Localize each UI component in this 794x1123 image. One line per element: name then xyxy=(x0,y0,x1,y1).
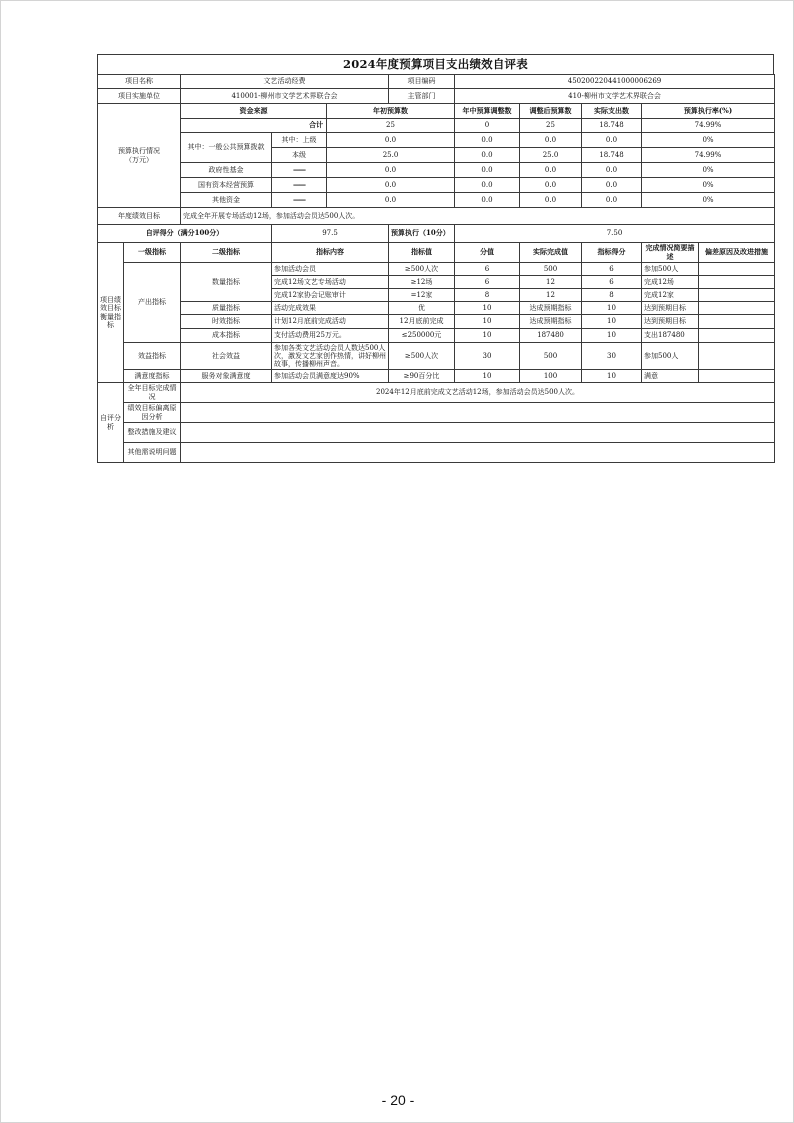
budget-cell: 0.0 xyxy=(327,163,455,178)
header-target: 指标值 xyxy=(389,243,455,263)
indicator-score: 10 xyxy=(455,315,520,329)
budget-cell: 0.0 xyxy=(520,163,582,178)
annual-goal-content: 完成全年开展专场活动12场，参加活动会员达500人次。 xyxy=(181,208,775,225)
indicator-content: 参加各类文艺活动会员人数达500人次，激发文艺家创作热情，讲好柳州故事，传播柳州声音。 xyxy=(272,343,389,370)
budget-cell: 0.0 xyxy=(520,178,582,193)
page-number: - 20 - xyxy=(381,1092,415,1108)
indicator-result: 10 xyxy=(582,329,642,343)
table-row xyxy=(98,329,775,343)
indicator-actual: 达成预期指标 xyxy=(520,315,582,329)
self-eval-item-label: 全年目标完成情况 xyxy=(124,383,181,403)
budget-upper-label: 其中：上级 xyxy=(272,133,327,148)
budget-other-row xyxy=(98,193,775,208)
annual-goal-label: 年度绩效目标 xyxy=(98,208,181,225)
project-name-row xyxy=(98,75,775,89)
indicator-description: 达到预期目标 xyxy=(642,315,699,329)
budget-gov-fund-row xyxy=(98,163,775,178)
header-content: 指标内容 xyxy=(272,243,389,263)
indicator-score: 6 xyxy=(455,276,520,289)
indicator-deviation xyxy=(699,302,775,315)
indicator-target: =12家 xyxy=(389,289,455,302)
indicator-description: 满意 xyxy=(642,370,699,383)
header-level1: 一级指标 xyxy=(124,243,181,263)
indicator-description: 达到预期目标 xyxy=(642,302,699,315)
self-eval-item-label: 整改措施及建议 xyxy=(124,423,181,443)
budget-dash-mark: —— xyxy=(272,193,327,208)
indicator-result: 10 xyxy=(582,315,642,329)
budget-cell: 0.0 xyxy=(582,133,642,148)
budget-cell: 0.0 xyxy=(327,193,455,208)
score-row xyxy=(98,225,775,243)
self-eval-item-content xyxy=(181,423,775,443)
self-eval-table xyxy=(97,382,775,463)
project-unit-label: 项目实施单位 xyxy=(98,89,181,104)
annual-goal-table xyxy=(97,207,775,225)
indicator-content: 完成12场文艺专场活动 xyxy=(272,276,389,289)
budget-cell: 0 xyxy=(455,119,520,133)
indicator-actual: 187480 xyxy=(520,329,582,343)
table-row xyxy=(98,343,775,370)
budget-cell: 18.748 xyxy=(582,148,642,163)
budget-total-label: 合计 xyxy=(181,119,327,133)
project-unit-value: 410001-柳州市文学艺术界联合会 xyxy=(181,89,389,104)
budget-header-initial: 年初预算数 xyxy=(327,104,455,119)
budget-exec-score-value: 7.50 xyxy=(455,225,775,243)
indicator-description: 支出187480 xyxy=(642,329,699,343)
budget-section-label xyxy=(98,104,181,208)
indicator-target: 12月底前完成 xyxy=(389,315,455,329)
indicator-result: 8 xyxy=(582,289,642,302)
budget-cell: 0.0 xyxy=(455,163,520,178)
budget-cell: 0.0 xyxy=(582,193,642,208)
budget-label-line2: （万元） xyxy=(125,155,153,164)
indicator-actual: 500 xyxy=(520,343,582,370)
indicator-result: 30 xyxy=(582,343,642,370)
budget-cell: 0% xyxy=(642,193,775,208)
project-code-value: 450200220441000006269 xyxy=(455,75,775,89)
header-actual: 实际完成值 xyxy=(520,243,582,263)
table-row xyxy=(98,315,775,329)
project-dept-value: 410-柳州市文学艺术界联合会 xyxy=(455,89,775,104)
indicator-deviation xyxy=(699,370,775,383)
document-title: 2024年度预算项目支出绩效自评表 xyxy=(98,55,774,75)
project-code-label: 项目编码 xyxy=(389,75,455,89)
indicator-score: 10 xyxy=(455,302,520,315)
indicator-content: 完成12家协会记账审计 xyxy=(272,289,389,302)
table-row xyxy=(98,263,775,276)
project-name-label: 项目名称 xyxy=(98,75,181,89)
indicator-description: 完成12场 xyxy=(642,276,699,289)
self-eval-item-label: 其他需说明问题 xyxy=(124,443,181,463)
indicator-target: 优 xyxy=(389,302,455,315)
indicator-score: 8 xyxy=(455,289,520,302)
budget-cell: 0.0 xyxy=(520,193,582,208)
budget-cell: 0.0 xyxy=(455,178,520,193)
table-row xyxy=(98,302,775,315)
budget-cell: 0.0 xyxy=(520,133,582,148)
self-eval-item-label: 绩效目标偏离原因分析 xyxy=(124,403,181,423)
indicator-description: 参加500人 xyxy=(642,343,699,370)
indicator-deviation xyxy=(699,329,775,343)
level1-output: 产出指标 xyxy=(124,263,181,343)
budget-header-actual: 实际支出数 xyxy=(582,104,642,119)
title-table xyxy=(97,54,774,75)
level2-timeliness: 时效指标 xyxy=(181,315,272,329)
budget-cell: 0% xyxy=(642,163,775,178)
indicator-target: ≥90百分比 xyxy=(389,370,455,383)
budget-cell: 0.0 xyxy=(582,178,642,193)
budget-state-capital-row xyxy=(98,178,775,193)
budget-cell: 0.0 xyxy=(455,133,520,148)
budget-cell: 0.0 xyxy=(327,178,455,193)
indicator-content: 活动完成效果 xyxy=(272,302,389,315)
level1-satisfaction: 满意度指标 xyxy=(124,370,181,383)
indicator-deviation xyxy=(699,315,775,329)
header-level2: 二级指标 xyxy=(181,243,272,263)
indicator-result: 10 xyxy=(582,370,642,383)
indicator-actual: 12 xyxy=(520,276,582,289)
indicator-target: ≥500人次 xyxy=(389,263,455,276)
budget-cell: 0.0 xyxy=(582,163,642,178)
budget-cell: 74.99% xyxy=(642,119,775,133)
indicator-score: 10 xyxy=(455,329,520,343)
indicator-score: 6 xyxy=(455,263,520,276)
budget-source-label: 国有资本经营预算 xyxy=(181,178,272,193)
indicators-table xyxy=(97,242,775,383)
table-row xyxy=(98,370,775,383)
indicator-actual: 达成预期指标 xyxy=(520,302,582,315)
indicator-deviation xyxy=(699,343,775,370)
budget-cell: 0.0 xyxy=(455,148,520,163)
header-result: 指标得分 xyxy=(582,243,642,263)
level2-quantity: 数量指标 xyxy=(181,263,272,302)
self-score-label: 自评得分（满分100分） xyxy=(98,225,272,243)
indicator-target: ≥12场 xyxy=(389,276,455,289)
self-score-value: 97.5 xyxy=(272,225,389,243)
level2-quality: 质量指标 xyxy=(181,302,272,315)
project-dept-label: 主管部门 xyxy=(389,89,455,104)
budget-cell: 18.748 xyxy=(582,119,642,133)
header-description: 完成情况简要描述 xyxy=(642,243,699,263)
indicators-header-row xyxy=(98,243,775,263)
self-eval-section-label: 自评分析 xyxy=(98,383,124,463)
indicator-result: 6 xyxy=(582,263,642,276)
indicator-actual: 500 xyxy=(520,263,582,276)
indicator-score: 30 xyxy=(455,343,520,370)
budget-header-adjustment: 年中预算调整数 xyxy=(455,104,520,119)
budget-cell: 0.0 xyxy=(327,133,455,148)
budget-header-source: 资金来源 xyxy=(181,104,327,119)
indicator-content: 参加活动会员 xyxy=(272,263,389,276)
budget-source-label: 其他资金 xyxy=(181,193,272,208)
indicator-target: ≤250000元 xyxy=(389,329,455,343)
budget-local-label: 本级 xyxy=(272,148,327,163)
self-eval-row xyxy=(98,423,775,443)
budget-cell: 25.0 xyxy=(520,148,582,163)
self-eval-row xyxy=(98,383,775,403)
budget-cell: 25 xyxy=(520,119,582,133)
project-name-value: 文艺活动经费 xyxy=(181,75,389,89)
project-info-table xyxy=(97,74,775,104)
header-deviation: 偏差原因及改进措施 xyxy=(699,243,775,263)
indicator-result: 10 xyxy=(582,302,642,315)
indicators-section-label: 项目绩效目标衡量指标 xyxy=(98,243,124,383)
indicator-description: 参加500人 xyxy=(642,263,699,276)
level2-service-satisfaction: 服务对象满意度 xyxy=(181,370,272,383)
budget-dash-mark: —— xyxy=(272,163,327,178)
indicator-content: 计划12月底前完成活动 xyxy=(272,315,389,329)
self-eval-item-content xyxy=(181,443,775,463)
budget-dash-mark: —— xyxy=(272,178,327,193)
budget-label-line1: 预算执行情况 xyxy=(118,147,160,156)
budget-upper-row xyxy=(98,133,775,148)
level1-benefit: 效益指标 xyxy=(124,343,181,370)
indicator-actual: 100 xyxy=(520,370,582,383)
indicator-result: 6 xyxy=(582,276,642,289)
score-table xyxy=(97,224,775,243)
budget-cell: 0% xyxy=(642,178,775,193)
budget-header-adjusted: 调整后预算数 xyxy=(520,104,582,119)
budget-cell: 74.99% xyxy=(642,148,775,163)
budget-total-row xyxy=(98,119,775,133)
header-score: 分值 xyxy=(455,243,520,263)
indicator-deviation xyxy=(699,276,775,289)
indicator-deviation xyxy=(699,289,775,302)
budget-cell: 25.0 xyxy=(327,148,455,163)
self-eval-row xyxy=(98,403,775,423)
budget-table xyxy=(97,103,775,208)
budget-source-label: 政府性基金 xyxy=(181,163,272,178)
indicator-content: 支付活动费用25万元。 xyxy=(272,329,389,343)
indicator-deviation xyxy=(699,263,775,276)
budget-cell: 25 xyxy=(327,119,455,133)
indicator-description: 完成12家 xyxy=(642,289,699,302)
budget-cell: 0.0 xyxy=(455,193,520,208)
level2-cost: 成本指标 xyxy=(181,329,272,343)
budget-exec-score-label: 预算执行（10分） xyxy=(389,225,455,243)
budget-header-rate: 预算执行率(%) xyxy=(642,104,775,119)
self-eval-item-content: 2024年12月底前完成文艺活动12场，参加活动会员达500人次。 xyxy=(181,383,775,403)
budget-cell: 0% xyxy=(642,133,775,148)
annual-goal-row xyxy=(98,208,775,225)
level2-social-benefit: 社会效益 xyxy=(181,343,272,370)
evaluation-sheet xyxy=(97,54,774,463)
indicator-target: ≥500人次 xyxy=(389,343,455,370)
indicator-score: 10 xyxy=(455,370,520,383)
self-eval-item-content xyxy=(181,403,775,423)
budget-general-public-label: 其中：一般公共预算拨款 xyxy=(181,133,272,163)
indicator-actual: 12 xyxy=(520,289,582,302)
self-eval-row xyxy=(98,443,775,463)
project-unit-row xyxy=(98,89,775,104)
indicator-content: 参加活动会员满意度达90% xyxy=(272,370,389,383)
budget-header-row xyxy=(98,104,775,119)
